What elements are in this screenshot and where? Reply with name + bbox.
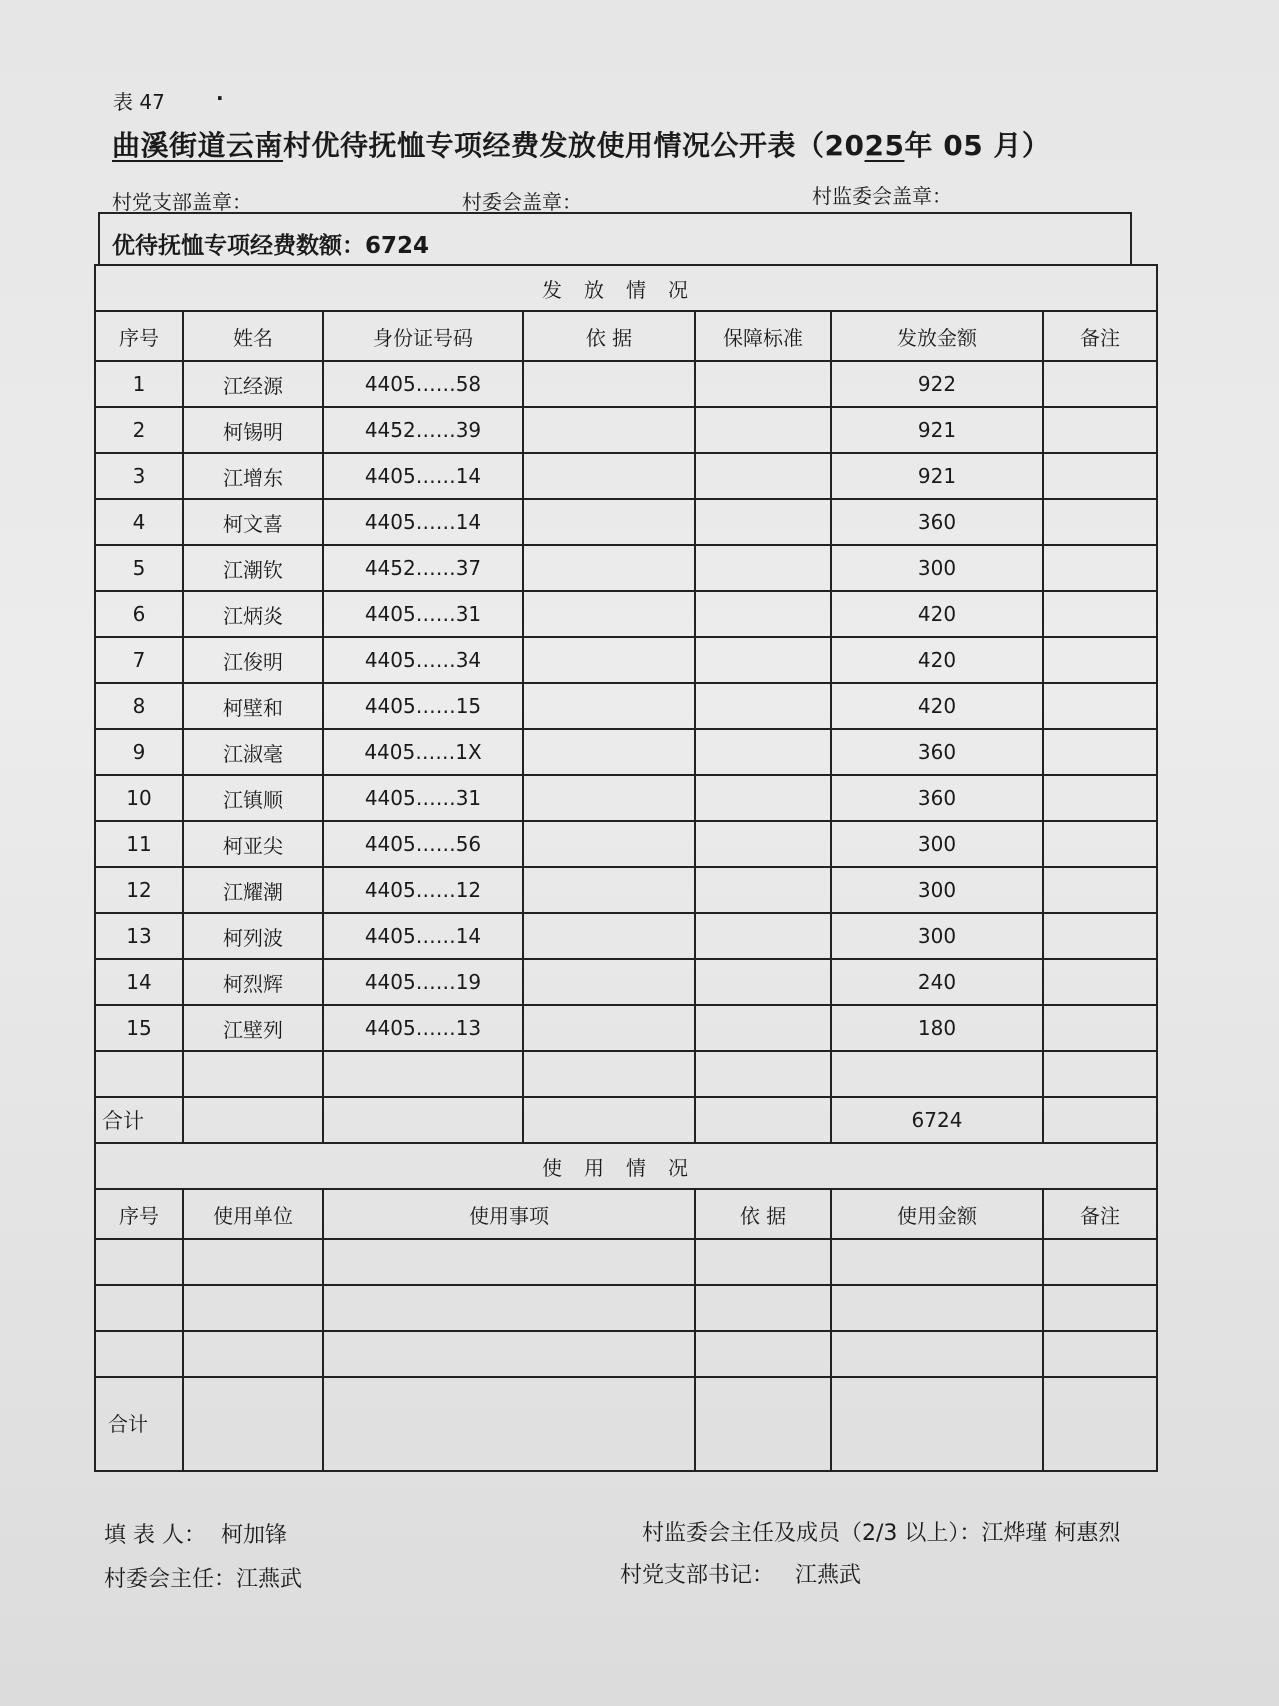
table-row bbox=[95, 545, 1157, 591]
row-name: 江增东 bbox=[183, 453, 323, 499]
table-number: 表 47 bbox=[113, 90, 165, 114]
usage-cell bbox=[1043, 1331, 1157, 1377]
row-name: 江炳炎 bbox=[183, 591, 323, 637]
usage-cell bbox=[95, 1285, 183, 1331]
header-remarks: 备注 bbox=[1043, 311, 1157, 361]
row-seq: 8 bbox=[95, 683, 183, 729]
table-row bbox=[95, 591, 1157, 637]
usage-cell bbox=[1043, 1377, 1157, 1471]
title-year-suffix: 25 bbox=[864, 129, 905, 162]
title-village: 云南 bbox=[226, 129, 284, 162]
usage-cell bbox=[831, 1331, 1043, 1377]
row-amount: 420 bbox=[831, 683, 1043, 729]
blank-cell bbox=[831, 1051, 1043, 1097]
title-main: 村优待抚恤专项经费发放使用情况公开表（20 bbox=[283, 129, 865, 162]
document-title bbox=[112, 124, 1050, 164]
row-amount: 360 bbox=[831, 775, 1043, 821]
row-basis bbox=[523, 453, 695, 499]
row-amount: 180 bbox=[831, 1005, 1043, 1051]
row-basis bbox=[523, 545, 695, 591]
total-cell bbox=[323, 1097, 523, 1143]
header-name: 姓名 bbox=[183, 311, 323, 361]
row-standard bbox=[695, 775, 831, 821]
row-amount: 420 bbox=[831, 591, 1043, 637]
row-name: 柯文喜 bbox=[183, 499, 323, 545]
row-id-number: 4405……19 bbox=[323, 959, 523, 1005]
blank-cell bbox=[695, 1051, 831, 1097]
row-remarks bbox=[1043, 453, 1157, 499]
row-remarks bbox=[1043, 913, 1157, 959]
usage-cell bbox=[95, 1239, 183, 1285]
row-id-number: 4405……14 bbox=[323, 499, 523, 545]
party-secretary-name: 江燕武 bbox=[795, 1563, 862, 1588]
row-amount: 300 bbox=[831, 545, 1043, 591]
row-remarks bbox=[1043, 407, 1157, 453]
row-name: 江俊明 bbox=[183, 637, 323, 683]
row-basis bbox=[523, 591, 695, 637]
village-committee-seal-label: 村委会盖章： bbox=[462, 190, 582, 214]
row-amount: 921 bbox=[831, 407, 1043, 453]
total-amount: 6724 bbox=[831, 1097, 1043, 1143]
table-row bbox=[95, 913, 1157, 959]
row-standard bbox=[695, 545, 831, 591]
row-amount: 300 bbox=[831, 867, 1043, 913]
row-amount: 922 bbox=[831, 361, 1043, 407]
usage-cell bbox=[831, 1377, 1043, 1471]
committee-director-name: 江燕武 bbox=[236, 1567, 303, 1592]
row-id-number: 4405……12 bbox=[323, 867, 523, 913]
usage-header-unit: 使用单位 bbox=[183, 1189, 323, 1239]
title-street: 曲溪街道 bbox=[112, 129, 227, 162]
total-label: 合计 bbox=[95, 1097, 183, 1143]
blank-cell bbox=[183, 1051, 323, 1097]
row-standard bbox=[695, 913, 831, 959]
row-seq: 4 bbox=[95, 499, 183, 545]
usage-cell bbox=[323, 1285, 695, 1331]
row-id-number: 4405……15 bbox=[323, 683, 523, 729]
row-id-number: 4405……14 bbox=[323, 913, 523, 959]
usage-cell bbox=[695, 1331, 831, 1377]
party-secretary-label: 村党支部书记： bbox=[620, 1563, 775, 1588]
usage-header-item: 使用事项 bbox=[323, 1189, 695, 1239]
table-row bbox=[95, 867, 1157, 913]
distribution-usage-table bbox=[94, 264, 1158, 1472]
title-month: 年 05 月） bbox=[904, 129, 1051, 162]
row-id-number: 4405……58 bbox=[323, 361, 523, 407]
row-basis bbox=[523, 959, 695, 1005]
usage-cell bbox=[695, 1239, 831, 1285]
dot-mark: · bbox=[216, 86, 224, 110]
distribution-section-title: 发放情况 bbox=[95, 265, 1157, 311]
row-name: 江镇顺 bbox=[183, 775, 323, 821]
row-standard bbox=[695, 821, 831, 867]
row-standard bbox=[695, 453, 831, 499]
table-row bbox=[95, 1005, 1157, 1051]
row-amount: 420 bbox=[831, 637, 1043, 683]
row-remarks bbox=[1043, 729, 1157, 775]
row-standard bbox=[695, 407, 831, 453]
header-seq: 序号 bbox=[95, 311, 183, 361]
row-basis bbox=[523, 499, 695, 545]
row-remarks bbox=[1043, 499, 1157, 545]
usage-cell bbox=[183, 1285, 323, 1331]
usage-cell bbox=[183, 1239, 323, 1285]
table-row bbox=[95, 959, 1157, 1005]
row-amount: 300 bbox=[831, 913, 1043, 959]
row-amount: 240 bbox=[831, 959, 1043, 1005]
usage-cell bbox=[695, 1377, 831, 1471]
table-row bbox=[95, 775, 1157, 821]
row-amount: 360 bbox=[831, 499, 1043, 545]
row-seq: 3 bbox=[95, 453, 183, 499]
party-branch-seal-label: 村党支部盖章： bbox=[112, 190, 252, 214]
usage-section-title: 使用情况 bbox=[95, 1143, 1157, 1189]
row-id-number: 4405……13 bbox=[323, 1005, 523, 1051]
row-standard bbox=[695, 637, 831, 683]
supervision-members-label: 村监委会主任及成员（2/3 以上）： bbox=[642, 1521, 982, 1546]
row-seq: 1 bbox=[95, 361, 183, 407]
usage-cell bbox=[183, 1331, 323, 1377]
row-basis bbox=[523, 729, 695, 775]
usage-cell bbox=[183, 1377, 323, 1471]
filler-row bbox=[104, 1518, 287, 1549]
row-seq: 7 bbox=[95, 637, 183, 683]
row-basis bbox=[523, 1005, 695, 1051]
usage-cell bbox=[831, 1285, 1043, 1331]
row-remarks bbox=[1043, 1005, 1157, 1051]
usage-total-row bbox=[95, 1377, 1157, 1471]
row-name: 柯锡明 bbox=[183, 407, 323, 453]
row-id-number: 4405……56 bbox=[323, 821, 523, 867]
row-standard bbox=[695, 591, 831, 637]
party-secretary-row bbox=[620, 1558, 861, 1589]
row-standard bbox=[695, 361, 831, 407]
table-row bbox=[95, 683, 1157, 729]
row-name: 柯列波 bbox=[183, 913, 323, 959]
row-name: 江淑毫 bbox=[183, 729, 323, 775]
row-seq: 12 bbox=[95, 867, 183, 913]
row-name: 江耀潮 bbox=[183, 867, 323, 913]
filler-name: 柯加锋 bbox=[221, 1523, 288, 1548]
row-remarks bbox=[1043, 683, 1157, 729]
row-name: 江潮钦 bbox=[183, 545, 323, 591]
filler-label: 填 表 人： bbox=[104, 1523, 206, 1548]
row-standard bbox=[695, 867, 831, 913]
row-remarks bbox=[1043, 545, 1157, 591]
supervision-seal-label: 村监委会盖章： bbox=[812, 184, 952, 208]
row-remarks bbox=[1043, 821, 1157, 867]
usage-cell bbox=[695, 1285, 831, 1331]
row-remarks bbox=[1043, 361, 1157, 407]
committee-director-row bbox=[104, 1562, 302, 1593]
row-basis bbox=[523, 821, 695, 867]
row-id-number: 4405……14 bbox=[323, 453, 523, 499]
row-basis bbox=[523, 867, 695, 913]
usage-header-seq: 序号 bbox=[95, 1189, 183, 1239]
row-standard bbox=[695, 729, 831, 775]
usage-cell bbox=[831, 1239, 1043, 1285]
usage-row bbox=[95, 1239, 1157, 1285]
usage-cell bbox=[95, 1331, 183, 1377]
row-standard bbox=[695, 959, 831, 1005]
row-basis bbox=[523, 913, 695, 959]
total-cell bbox=[1043, 1097, 1157, 1143]
row-standard bbox=[695, 683, 831, 729]
table-row bbox=[95, 729, 1157, 775]
total-cell bbox=[183, 1097, 323, 1143]
row-amount: 360 bbox=[831, 729, 1043, 775]
header-amount: 发放金额 bbox=[831, 311, 1043, 361]
row-remarks bbox=[1043, 775, 1157, 821]
funds-amount-line: 优待抚恤专项经费数额：6724 bbox=[98, 212, 1132, 266]
row-seq: 5 bbox=[95, 545, 183, 591]
usage-total-label: 合计 bbox=[95, 1377, 183, 1471]
usage-row bbox=[95, 1331, 1157, 1377]
total-cell bbox=[695, 1097, 831, 1143]
row-seq: 14 bbox=[95, 959, 183, 1005]
table-row bbox=[95, 637, 1157, 683]
blank-cell bbox=[95, 1051, 183, 1097]
usage-cell bbox=[1043, 1285, 1157, 1331]
row-name: 柯亚尖 bbox=[183, 821, 323, 867]
row-basis bbox=[523, 361, 695, 407]
distribution-total-row bbox=[95, 1097, 1157, 1143]
row-remarks bbox=[1043, 867, 1157, 913]
row-remarks bbox=[1043, 591, 1157, 637]
usage-cell bbox=[323, 1377, 695, 1471]
table-row bbox=[95, 361, 1157, 407]
row-id-number: 4405……1X bbox=[323, 729, 523, 775]
usage-cell bbox=[1043, 1239, 1157, 1285]
row-standard bbox=[695, 1005, 831, 1051]
row-id-number: 4405……31 bbox=[323, 775, 523, 821]
table-row bbox=[95, 499, 1157, 545]
usage-header-amount: 使用金额 bbox=[831, 1189, 1043, 1239]
row-basis bbox=[523, 775, 695, 821]
row-remarks bbox=[1043, 959, 1157, 1005]
header-standard: 保障标准 bbox=[695, 311, 831, 361]
blank-cell bbox=[523, 1051, 695, 1097]
row-id-number: 4405……31 bbox=[323, 591, 523, 637]
usage-row bbox=[95, 1285, 1157, 1331]
row-basis bbox=[523, 407, 695, 453]
row-name: 柯烈辉 bbox=[183, 959, 323, 1005]
row-id-number: 4452……39 bbox=[323, 407, 523, 453]
row-basis bbox=[523, 637, 695, 683]
row-id-number: 4452……37 bbox=[323, 545, 523, 591]
row-name: 柯壁和 bbox=[183, 683, 323, 729]
usage-cell bbox=[323, 1239, 695, 1285]
supervision-members-row bbox=[642, 1516, 1120, 1547]
row-seq: 11 bbox=[95, 821, 183, 867]
total-cell bbox=[523, 1097, 695, 1143]
usage-header-remarks: 备注 bbox=[1043, 1189, 1157, 1239]
row-name: 江壁列 bbox=[183, 1005, 323, 1051]
table-row bbox=[95, 821, 1157, 867]
row-standard bbox=[695, 499, 831, 545]
table-row bbox=[95, 407, 1157, 453]
row-seq: 9 bbox=[95, 729, 183, 775]
row-seq: 13 bbox=[95, 913, 183, 959]
row-seq: 6 bbox=[95, 591, 183, 637]
row-seq: 2 bbox=[95, 407, 183, 453]
usage-header-basis: 依 据 bbox=[695, 1189, 831, 1239]
header-id-number: 身份证号码 bbox=[323, 311, 523, 361]
supervision-members-names: 江烨瑾 柯惠烈 bbox=[981, 1521, 1121, 1546]
usage-cell bbox=[323, 1331, 695, 1377]
blank-row bbox=[95, 1051, 1157, 1097]
committee-director-label: 村委会主任： bbox=[104, 1567, 237, 1592]
row-amount: 921 bbox=[831, 453, 1043, 499]
row-remarks bbox=[1043, 637, 1157, 683]
row-seq: 15 bbox=[95, 1005, 183, 1051]
blank-cell bbox=[1043, 1051, 1157, 1097]
header-basis: 依 据 bbox=[523, 311, 695, 361]
row-id-number: 4405……34 bbox=[323, 637, 523, 683]
row-basis bbox=[523, 683, 695, 729]
table-row bbox=[95, 453, 1157, 499]
row-seq: 10 bbox=[95, 775, 183, 821]
row-name: 江经源 bbox=[183, 361, 323, 407]
blank-cell bbox=[323, 1051, 523, 1097]
row-amount: 300 bbox=[831, 821, 1043, 867]
